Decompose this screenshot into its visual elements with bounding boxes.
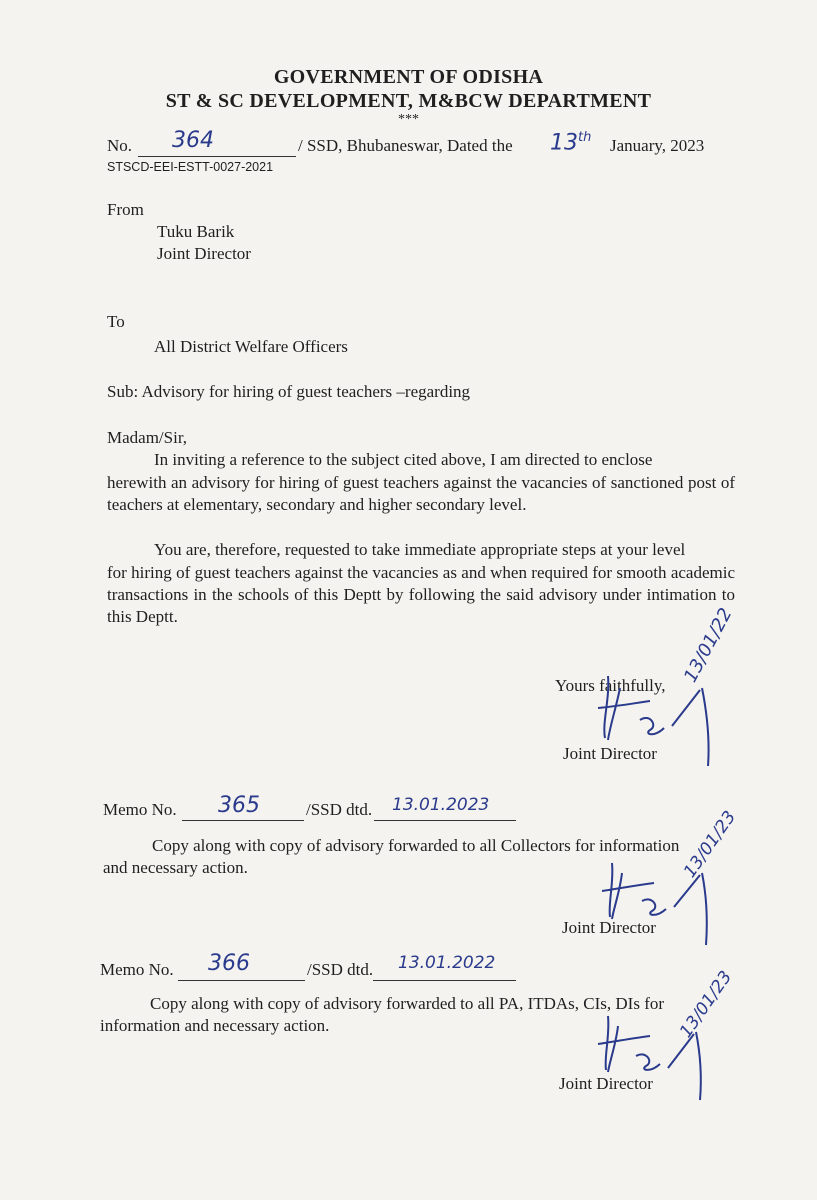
memo2-dtd-label: /SSD dtd. [307, 960, 374, 979]
ref-office-text: / SSD, Bhubaneswar, Dated the [298, 136, 513, 155]
header-government: GOVERNMENT OF ODISHA [273, 66, 544, 88]
from-label: From [107, 200, 144, 219]
memo1-label: Memo No. [103, 800, 177, 819]
memo2-date-underline [373, 980, 516, 981]
ref-day: 13th [550, 130, 592, 156]
para1-body: herewith an advisory for hiring of guest teachers against the vacancies of sanctioned post of teachers at elementary, secondary and higher secondary level. [107, 473, 735, 514]
salutation: Madam/Sir, [107, 428, 188, 447]
ref-day-suffix: th [578, 130, 592, 145]
memo2-text-line1: Copy along with copy of advisory forwarded to all PA, ITDAs, CIs, DIs for [150, 994, 665, 1013]
signature-1-date: 13/01/22 [680, 604, 737, 686]
memo2-number: 366 [208, 951, 250, 976]
memo2-number-underline [178, 980, 305, 981]
para2-body: for hiring of guest teachers against the vacancies as and when required for smooth academic transactions in the schools of this Deptt by following the said advisory under intimation to this Deptt. [107, 563, 735, 626]
para2-first-line: You are, therefore, requested to take immediate appropriate steps at your level [154, 540, 686, 559]
closing-yours-faithfully: Yours faithfully, [555, 676, 666, 695]
memo1-date: 13.01.2023 [392, 795, 490, 815]
ref-month-year: January, 2023 [610, 136, 705, 155]
signature-2-date: 13/01/23 [680, 807, 741, 882]
memo2-text-line2: information and necessary action. [100, 1016, 330, 1035]
from-designation: Joint Director [157, 244, 251, 263]
ref-file-number: STSCD-EEI-ESTT-0027-2021 [107, 160, 274, 174]
to-label: To [107, 312, 125, 331]
para1-first-line: In inviting a reference to the subject cited above, I am directed to enclose [154, 450, 653, 469]
memo1-designation: Joint Director [562, 918, 656, 937]
ref-no-value: 364 [172, 128, 214, 153]
memo1-text-line2: and necessary action. [103, 858, 248, 877]
from-name: Tuku Barik [157, 222, 235, 241]
ref-no-label: No. [107, 136, 133, 155]
memo1-text-line1: Copy along with copy of advisory forwarded to all Collectors for information [152, 836, 680, 855]
header-department: ST & SC DEVELOPMENT, M&BCW DEPARTMENT [165, 90, 652, 112]
subject-line: Sub: Advisory for hiring of guest teachers –regarding [107, 382, 471, 401]
memo2-label: Memo No. [100, 960, 174, 979]
to-recipient: All District Welfare Officers [154, 337, 348, 356]
memo1-number-underline [182, 820, 304, 821]
memo1-date-underline [374, 820, 516, 821]
memo2-date: 13.01.2022 [398, 953, 496, 973]
signature-3-date: 13/01/23 [676, 967, 737, 1042]
memo1-number: 365 [218, 793, 260, 818]
memo2-designation: Joint Director [559, 1074, 653, 1093]
ref-no-underline [138, 156, 296, 157]
memo1-dtd-label: /SSD dtd. [306, 800, 373, 819]
header-stars: *** [398, 112, 419, 127]
closing-designation: Joint Director [563, 744, 657, 763]
